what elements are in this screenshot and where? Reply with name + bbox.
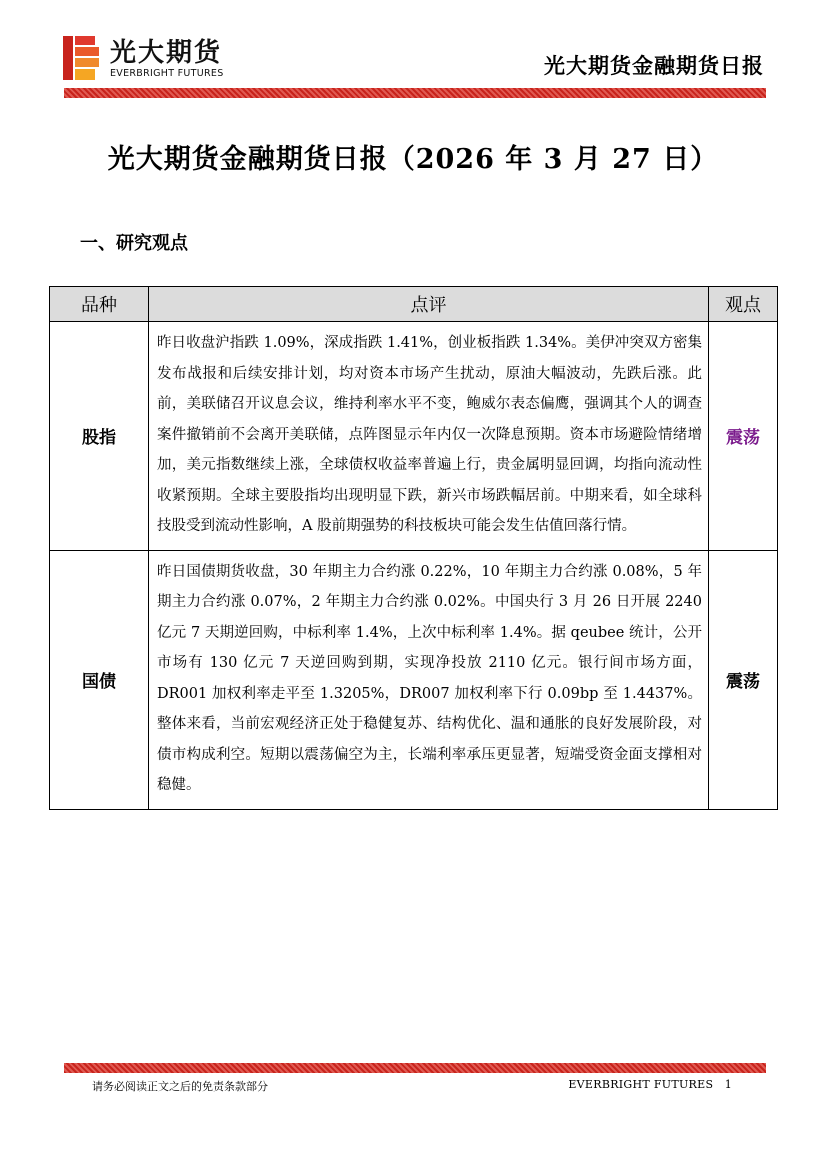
everbright-logo-icon [63,36,101,80]
row-comment: 昨日收盘沪指跌 1.09%，深成指跌 1.41%，创业板指跌 1.34%。美伊冲突双方密集发布战报和后续安排计划，均对资本市场产生扰动，原油大幅波动，先跌后涨。此前，美联储召开议息会议，维持利率水平不变，鲍威尔表态偏鹰，强调其个人的调查案件撤销前不会离开美联储，点阵图显示年内仅一次降息预期。资本市场避险情绪增加，美元指数继续上涨，全球债权收益率普遍上行，贵金属明显回调，均指向流动性收紧预期。全球主要股指均出现明显下跌，新兴市场跌幅居前。中期来看，如全球科技股受到流动性影响，A 股前期强势的科技板块可能会发生估值回落行情。 [149,322,709,551]
research-table [49,286,778,810]
table-row [50,322,778,551]
row-comment: 昨日国债期货收盘，30 年期主力合约涨 0.22%，10 年期主力合约涨 0.08%，5 年期主力合约涨 0.07%，2 年期主力合约涨 0.02%。中国央行 3 月 26 日开展 2240 亿元 7 天期逆回购，中标利率 1.4%，上次中标利率 1.4%。据 qeubee 统计，公开市场有 130 亿元 7 天逆回购到期，实现净投放 2110 亿元。银行间市场方面，DR001 加权利率走平至 1.3205%，DR007 加权利率下行 0.09bp 至 1.4437%。整体来看，当前宏观经济正处于稳健复苏、结构优化、温和通胀的良好发展阶段，对债市构成利空。短期以震荡偏空为主，长端利率承压更显著，短端受资金面支撑相对稳健。 [149,550,709,809]
table-header-row [50,287,778,322]
page-number: 1 [724,1078,732,1091]
logo-chinese-name: 光大期货 [110,38,223,68]
document-title: 光大期货金融期货日报（2026 年 3 月 27 日） [107,144,719,175]
row-view: 震荡 [709,322,778,551]
header-divider [64,88,766,98]
footer-company: EVERBRIGHT FUTURES [568,1078,714,1091]
footer-company-page [568,1078,732,1091]
table-row [50,550,778,809]
footer-divider [64,1063,766,1073]
header-kind: 品种 [50,287,149,322]
footer-disclaimer: 请务必阅读正文之后的免责条款部分 [92,1080,268,1093]
row-kind: 国债 [50,550,149,809]
row-kind: 股指 [50,322,149,551]
section-heading: 一、研究观点 [80,233,188,254]
logo-english-name: EVERBRIGHT FUTURES [110,68,224,79]
header-comment: 点评 [149,287,709,322]
header-report-name: 光大期货金融期货日报 [544,54,764,78]
header-view: 观点 [709,287,778,322]
row-view: 震荡 [709,550,778,809]
